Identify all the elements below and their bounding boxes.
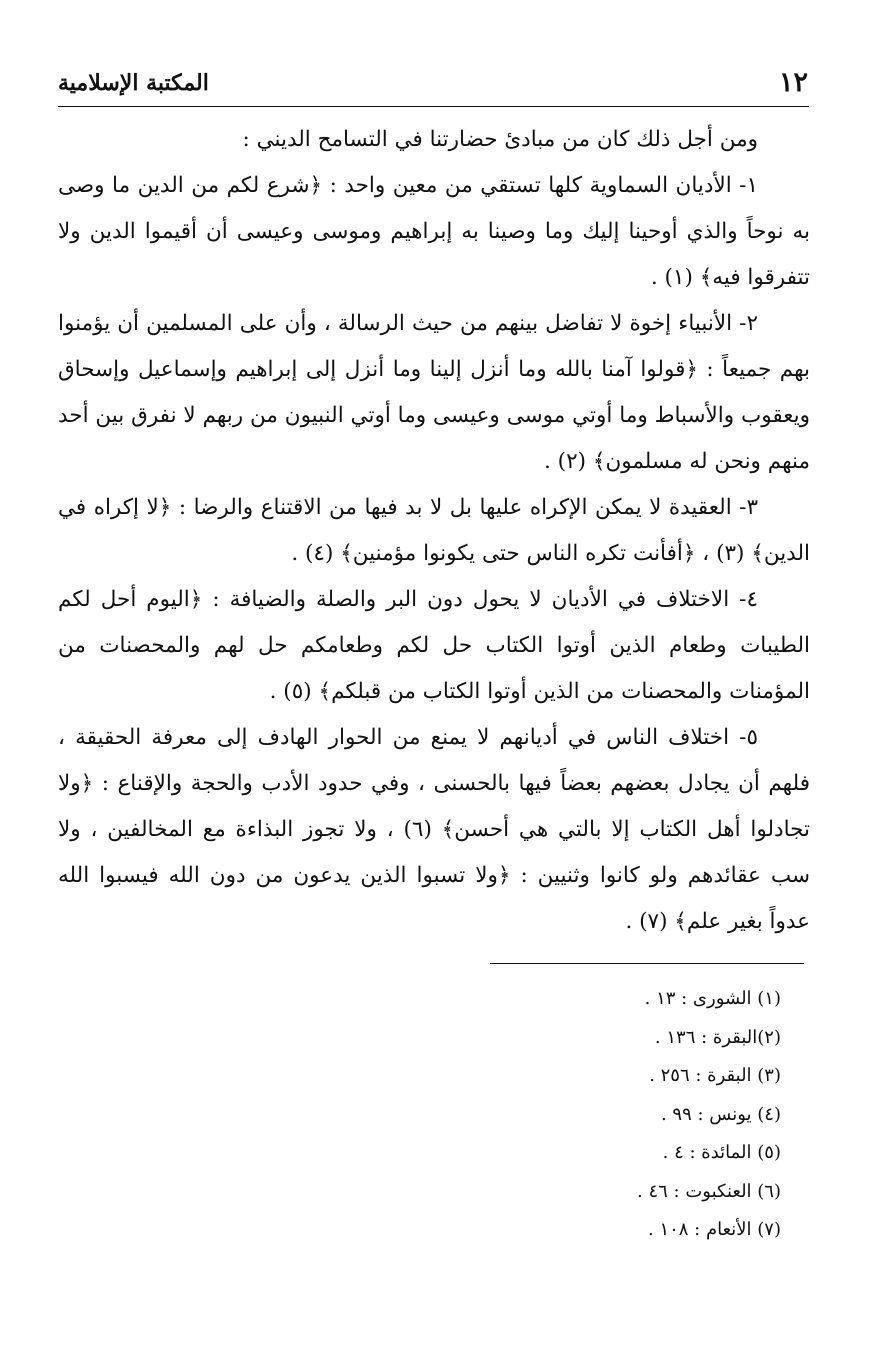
- footnote-5: (٥) المائدة : ٤ .: [662, 1142, 781, 1163]
- principle-item-5: ٥- اختلاف الناس في أديانهم لا يمنع من الحوار الهادف إلى معرفة الحقيقة ، فلهم أن يجادل بعضهم بعضاً فيها بالحسنى ، وفي حدود الأدب والحجة والإقناع : ﴿ولا تجادلوا أهل الكتاب إلا بالتي هي أحسن﴾ (٦) ، ولا تجوز البذاءة مع المخالفين ، ولا سب عقائدهم ولو كانوا وثنيين : ﴿ولا تسبوا الذين يدعون من دون الله فيسبوا الله عدواً بغير علم﴾ (٧) .: [58, 725, 810, 934]
- header-divider: [58, 106, 809, 107]
- footnote-7: (٧) الأنعام : ١٠٨ .: [647, 1219, 781, 1240]
- page-header: [58, 66, 808, 106]
- footnote-divider: [490, 963, 804, 964]
- footnote-2: (٢)البقرة : ١٣٦ .: [654, 1026, 781, 1048]
- footnotes: [481, 980, 781, 1250]
- principle-item-4: ٤- الاختلاف في الأديان لا يحول دون البر والصلة والضيافة : ﴿اليوم أحل لكم الطيبات وطعام الذين أوتوا الكتاب حل لكم وطعامكم حل لهم والمحصنات من المؤمنات والمحصنات من الذين أوتوا الكتاب من قبلكم﴾ (٥) .: [58, 587, 810, 704]
- intro-paragraph: ومن أجل ذلك كان من مبادئ حضارتنا في التسامح الديني :: [242, 127, 758, 152]
- principle-item-3: ٣- العقيدة لا يمكن الإكراه عليها بل لا بد فيها من الاقتناع والرضا : ﴿لا إكراه في الدين﴾ (٣) ، ﴿أفأنت تكره الناس حتى يكونوا مؤمنين﴾ (٤) .: [58, 495, 810, 566]
- footnote-6: (٦) العنكبوت : ٤٦ .: [637, 1180, 781, 1202]
- principle-item-1: ١- الأديان السماوية كلها تستقي من معين واحد : ﴿شرع لكم من الدين ما وصى به نوحاً والذي أوحينا إليك وما وصينا به إبراهيم وموسى وعيسى أن أقيموا الدين ولا تتفرقوا فيه﴾ (١) .: [58, 173, 810, 290]
- footnote-1: (١) الشورى : ١٣ .: [644, 988, 781, 1009]
- main-text: [58, 117, 810, 945]
- running-title: المكتبة الإسلامية: [58, 70, 209, 96]
- page-number: ١٢: [778, 67, 808, 98]
- footnote-3: (٣) البقرة : ٢٥٦ .: [649, 1065, 781, 1086]
- footnote-4: (٤) يونس : ٩٩ .: [660, 1103, 781, 1125]
- principle-item-2: ٢- الأنبياء إخوة لا تفاضل بينهم من حيث الرسالة ، وأن على المسلمين أن يؤمنوا بهم جميعاً : ﴿قولوا آمنا بالله وما أنزل إلينا وما أنزل إلى إبراهيم وإسماعيل وإسحاق ويعقوب والأسباط وما أوتي موسى وعيسى وما أوتي النبيون من ربهم لا نفرق بين أحد منهم ونحن له مسلمون﴾ (٢) .: [58, 311, 810, 474]
